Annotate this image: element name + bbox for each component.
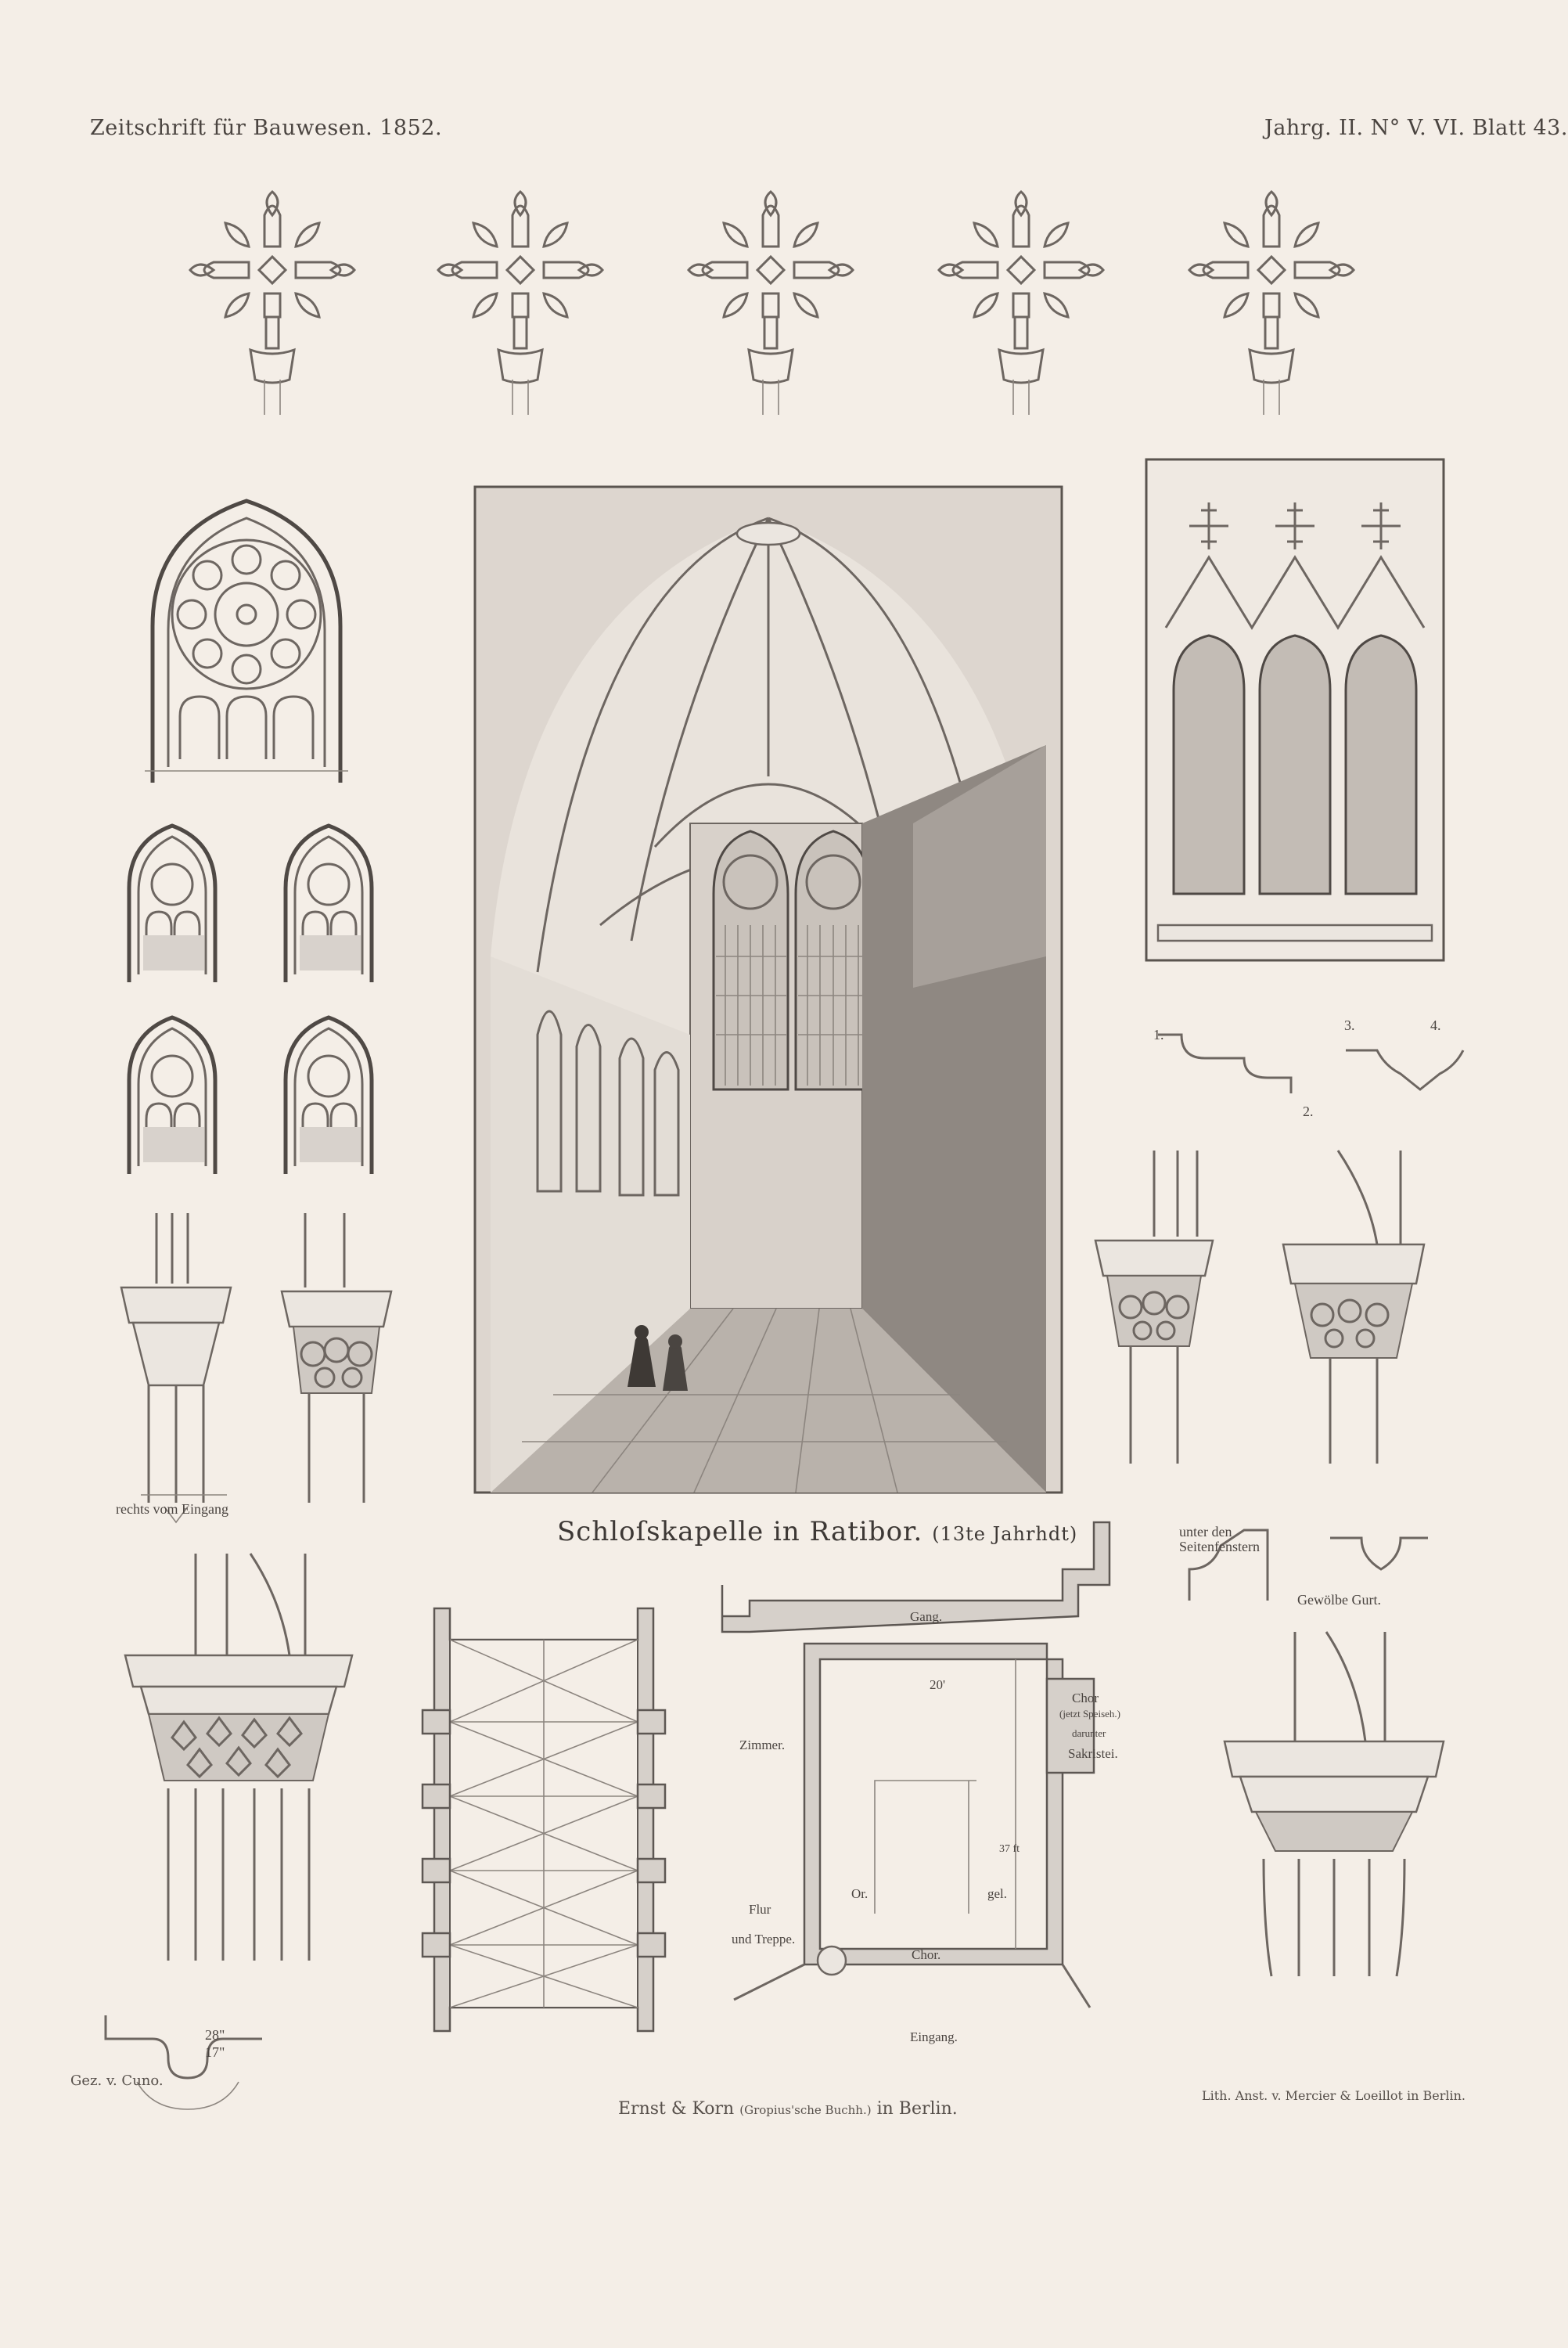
caption-rechts-vom-eingang: rechts vom Eingang — [116, 1501, 228, 1517]
cross-finials — [0, 0, 1524, 470]
capitals-left-pair — [117, 1213, 415, 1518]
chapel-interior-view — [475, 487, 1062, 1493]
wall-arcade-drawing — [1142, 456, 1448, 964]
caption-gewoelbe-gurt: Gewölbe Gurt. — [1297, 1592, 1381, 1608]
plan-label-gang: Gang. — [910, 1609, 943, 1624]
rose-window-drawing — [145, 501, 348, 783]
plan-dim-20: 20' — [930, 1677, 946, 1692]
plan-label-chor-bottom: Chor. — [912, 1947, 941, 1962]
capitals-right-pair — [1088, 1151, 1463, 1479]
caption-unter-den-2: Seitenfenstern — [1179, 1539, 1260, 1554]
profile-label-1: 1. — [1153, 1027, 1164, 1043]
plan-label-gel: gel. — [987, 1886, 1008, 1901]
dim-17: 17" — [205, 2044, 225, 2060]
caption-unter-den-1: unter den — [1179, 1524, 1232, 1540]
plan-label-chor-4: Sakristei. — [1068, 1746, 1118, 1761]
plan-label-chor-3: darunter — [1072, 1727, 1106, 1739]
clustered-capital-right — [1217, 1632, 1459, 2000]
footer-publisher-city: in Berlin. — [876, 2099, 958, 2119]
small-windows-drawing — [117, 814, 399, 1190]
dim-28: 28" — [205, 2027, 225, 2043]
plan-label-flur-2: und Treppe. — [732, 1932, 796, 1946]
plan-label-or: Or. — [851, 1886, 869, 1901]
plan-label-eingang: Eingang. — [910, 2029, 958, 2044]
clustered-capital-large — [125, 1554, 368, 2008]
footer-draughtsman: Gez. v. Cuno. — [70, 2073, 164, 2089]
plan-label-zimmer: Zimmer. — [739, 1738, 786, 1752]
vault-plan — [395, 1608, 692, 2047]
footer-lithographer: Lith. Anst. v. Mercier & Loeillot in Berlin. — [1202, 2088, 1466, 2103]
base-profile — [106, 2015, 278, 2125]
plan-label-flur-1: Flur — [749, 1902, 771, 1917]
plate-number: Jahrg. II. N° V. VI. Blatt 43. — [1264, 116, 1568, 140]
profile-label-2: 2. — [1303, 1104, 1314, 1119]
profile-label-4: 4. — [1430, 1017, 1441, 1033]
footer-publisher — [618, 2099, 958, 2119]
journal-title: Zeitschrift für Bauwesen. 1852. — [90, 116, 443, 140]
main-title-century: (13te Jahrhdt) — [932, 1523, 1078, 1545]
profile-label-3: 3. — [1344, 1017, 1355, 1033]
moulding-profiles — [1150, 1019, 1463, 1097]
plan-dim-side: 37 ft — [999, 1843, 1020, 1855]
footer-publisher-shop: (Gropius'sche Buchh.) — [739, 2103, 872, 2117]
plan-label-chor-2: (jetzt Speiseh.) — [1059, 1708, 1120, 1720]
main-title-text: Schloſskapelle in Ratibor. — [557, 1516, 923, 1547]
gurt-profile — [1330, 1530, 1432, 1593]
footer-publisher-name: Ernst & Korn — [618, 2099, 735, 2119]
plan-label-chor-1: Chor — [1072, 1691, 1099, 1705]
